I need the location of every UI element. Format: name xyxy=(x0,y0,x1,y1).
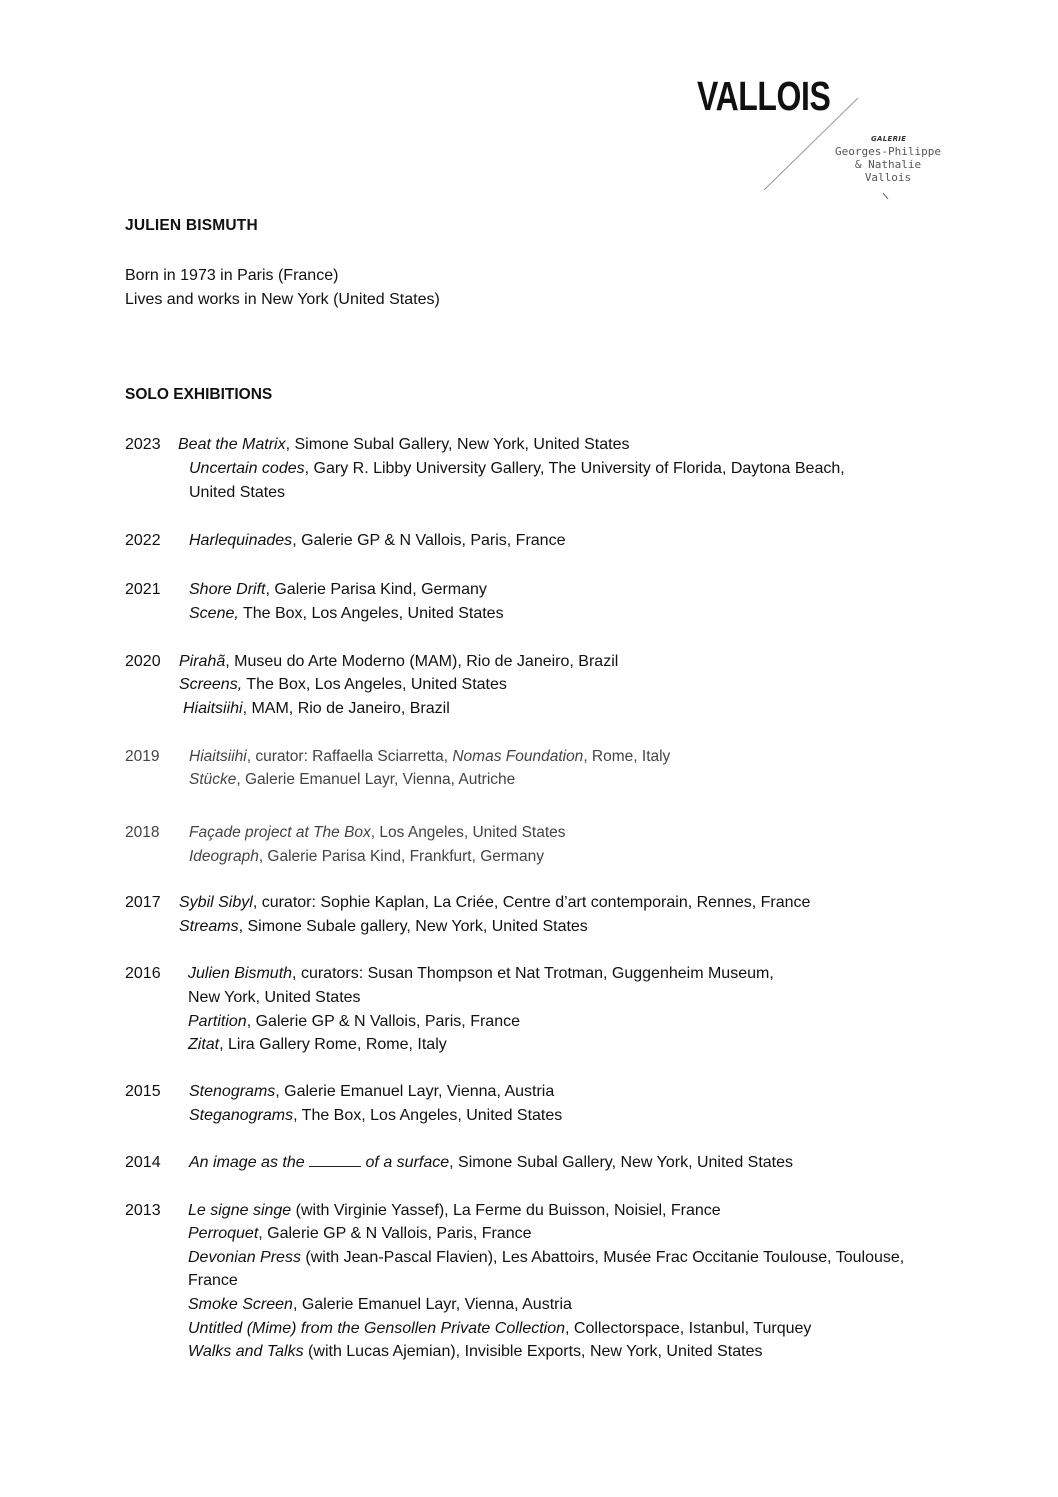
exhibition-title: Hiaitsiihi xyxy=(183,700,243,717)
exhibition-details: , Galerie GP & N Vallois, Paris, France xyxy=(258,1225,532,1242)
exhibition-details: The Box, Los Angeles, United States xyxy=(242,676,507,693)
exhibition-entry xyxy=(189,745,670,769)
exhibition-title: Stücke xyxy=(189,771,237,788)
exhibition-entry xyxy=(178,433,629,457)
year-label: 2013 xyxy=(125,1202,161,1219)
exhibition-title: Hiaitsiihi xyxy=(189,748,247,765)
exhibition-details: , Simone Subal Gallery, New York, United States xyxy=(449,1154,794,1171)
exhibition-details: , Galerie Emanuel Layr, Vienna, Austria xyxy=(292,1296,572,1313)
exhibition-title: Devonian Press xyxy=(188,1249,301,1266)
exhibition-details: , Simone Subale gallery, New York, United States xyxy=(238,918,588,935)
exhibition-entry xyxy=(188,1199,721,1223)
exhibition-details: , Galerie GP & N Vallois, Paris, France xyxy=(292,532,566,549)
exhibition-details: , curator: Raffaella Sciarretta, xyxy=(246,748,453,765)
exhibition-details: , Galerie Emanuel Layr, Vienna, Austria xyxy=(275,1083,555,1100)
exhibition-entry xyxy=(188,1340,762,1364)
year-label: 2021 xyxy=(125,581,161,598)
exhibition-entry xyxy=(188,1317,811,1341)
exhibition-entry xyxy=(189,602,504,626)
artist-bio xyxy=(125,264,440,312)
exhibition-details-continued: France xyxy=(188,1272,238,1289)
exhibition-details: , The Box, Los Angeles, United States xyxy=(293,1107,563,1124)
exhibition-title: An image as the xyxy=(189,1154,305,1171)
exhibition-details: , Rome, Italy xyxy=(583,748,671,765)
exhibition-details: , Museu do Arte Moderno (MAM), Rio de Janeiro, Brazil xyxy=(225,653,619,670)
year-label: 2023 xyxy=(125,436,161,453)
exhibition-title: Zitat xyxy=(188,1036,220,1053)
bio-line: Lives and works in New York (United States) xyxy=(125,291,440,308)
exhibition-entry xyxy=(179,891,810,915)
exhibition-details: , Gary R. Libby University Gallery, The University of Florida, Daytona Beach, xyxy=(304,460,845,477)
exhibition-entry xyxy=(189,1151,793,1175)
exhibition-details: , curators: Susan Thompson et Nat Trotman, Guggenheim Museum, xyxy=(292,965,774,982)
exhibition-entry xyxy=(179,650,618,674)
exhibition-details: (with Jean-Pascal Flavien), Les Abattoirs, Musée Frac Occitanie Toulouse, Toulouse, xyxy=(300,1249,905,1266)
exhibition-title: Partition xyxy=(188,1013,247,1030)
exhibition-entry xyxy=(179,915,588,939)
exhibition-title: of a surface xyxy=(365,1154,450,1171)
gallery-logo-wordmark: VALLOIS xyxy=(697,73,831,119)
exhibition-title: Ideograph xyxy=(189,848,259,865)
exhibition-details: , MAM, Rio de Janeiro, Brazil xyxy=(242,700,450,717)
exhibition-details: , Collectorspace, Istanbul, Turquey xyxy=(565,1320,812,1337)
exhibition-title: Pirahã xyxy=(179,653,226,670)
logo-slash-lines xyxy=(0,0,1058,220)
exhibition-details: , Galerie GP & N Vallois, Paris, France xyxy=(246,1013,520,1030)
exhibition-title: Beat the Matrix xyxy=(178,436,286,453)
exhibition-title: Untitled (Mime) from the Gensollen Private Collection xyxy=(188,1320,566,1337)
exhibition-title: Streams xyxy=(179,918,239,935)
year-label: 2017 xyxy=(125,894,161,911)
exhibition-entry xyxy=(189,821,566,845)
exhibition-entry xyxy=(188,1033,447,1057)
exhibition-details: (with Lucas Ajemian), Invisible Exports, New York, United States xyxy=(303,1343,763,1360)
exhibition-entry xyxy=(183,697,450,721)
exhibition-details-continued: New York, United States xyxy=(188,989,361,1006)
exhibition-title: Smoke Screen xyxy=(188,1296,293,1313)
exhibition-entry xyxy=(189,768,515,792)
exhibition-details-continued: United States xyxy=(189,484,286,501)
venue-title: Nomas Foundation xyxy=(452,748,584,765)
exhibition-entry xyxy=(188,962,774,986)
exhibition-details: , Galerie Emanuel Layr, Vienna, Autriche xyxy=(236,771,516,788)
section-title: SOLO EXHIBITIONS xyxy=(125,386,273,403)
exhibition-details: , curator: Sophie Kaplan, La Criée, Centre d’art contemporain, Rennes, France xyxy=(252,894,811,911)
logo-name-line: & Nathalie xyxy=(854,158,922,171)
title-blank-line xyxy=(309,1154,361,1167)
exhibition-title: Uncertain codes xyxy=(189,460,305,477)
exhibition-details: , Galerie Parisa Kind, Germany xyxy=(265,581,487,598)
gallery-logo-galerie: GALERIE xyxy=(871,135,907,143)
exhibition-entry xyxy=(188,1246,904,1270)
exhibition-title: Julien Bismuth xyxy=(188,965,293,982)
exhibition-entry xyxy=(188,1010,520,1034)
year-label: 2014 xyxy=(125,1154,161,1171)
year-label: 2020 xyxy=(125,653,161,670)
logo-name-line: Vallois xyxy=(864,171,912,184)
exhibition-entry xyxy=(189,1080,554,1104)
logo-name-line: Georges-Philippe xyxy=(835,145,941,158)
exhibition-title: Shore Drift xyxy=(189,581,266,598)
exhibition-title: Harlequinades xyxy=(189,532,293,549)
gallery-logo-names xyxy=(825,145,951,184)
exhibition-title: Le signe singe xyxy=(188,1202,292,1219)
exhibition-title: Façade project at The Box xyxy=(189,824,371,841)
year-label: 2018 xyxy=(125,824,160,841)
bio-line: Born in 1973 in Paris (France) xyxy=(125,267,339,284)
exhibition-title: Stenograms xyxy=(189,1083,276,1100)
exhibition-details: , Simone Subal Gallery, New York, United States xyxy=(285,436,630,453)
exhibition-details: (with Virginie Yassef), La Ferme du Buisson, Noisiel, France xyxy=(291,1202,721,1219)
exhibition-entry xyxy=(188,1293,572,1317)
year-label: 2022 xyxy=(125,532,161,549)
exhibition-entry xyxy=(189,578,487,602)
exhibition-entry xyxy=(188,1222,532,1246)
exhibition-entry xyxy=(179,673,507,697)
exhibition-entry xyxy=(189,529,565,553)
exhibition-title: Scene, xyxy=(189,605,239,622)
year-label: 2015 xyxy=(125,1083,161,1100)
exhibition-title: Walks and Talks xyxy=(188,1343,304,1360)
exhibition-details: The Box, Los Angeles, United States xyxy=(238,605,504,622)
exhibition-title: Perroquet xyxy=(188,1225,259,1242)
exhibition-entry xyxy=(189,1104,562,1128)
exhibition-title: Sybil Sibyl xyxy=(179,894,253,911)
exhibition-details: , Galerie Parisa Kind, Frankfurt, Germany xyxy=(258,848,544,865)
year-label: 2016 xyxy=(125,965,161,982)
artist-name: JULIEN BISMUTH xyxy=(125,217,258,234)
year-label: 2019 xyxy=(125,748,160,765)
exhibition-entry xyxy=(189,457,845,481)
exhibition-title: Steganograms xyxy=(189,1107,294,1124)
exhibition-details: , Los Angeles, United States xyxy=(370,824,566,841)
exhibition-details: , Lira Gallery Rome, Rome, Italy xyxy=(219,1036,447,1053)
exhibition-entry xyxy=(189,845,544,869)
exhibition-title: Screens, xyxy=(179,676,243,693)
